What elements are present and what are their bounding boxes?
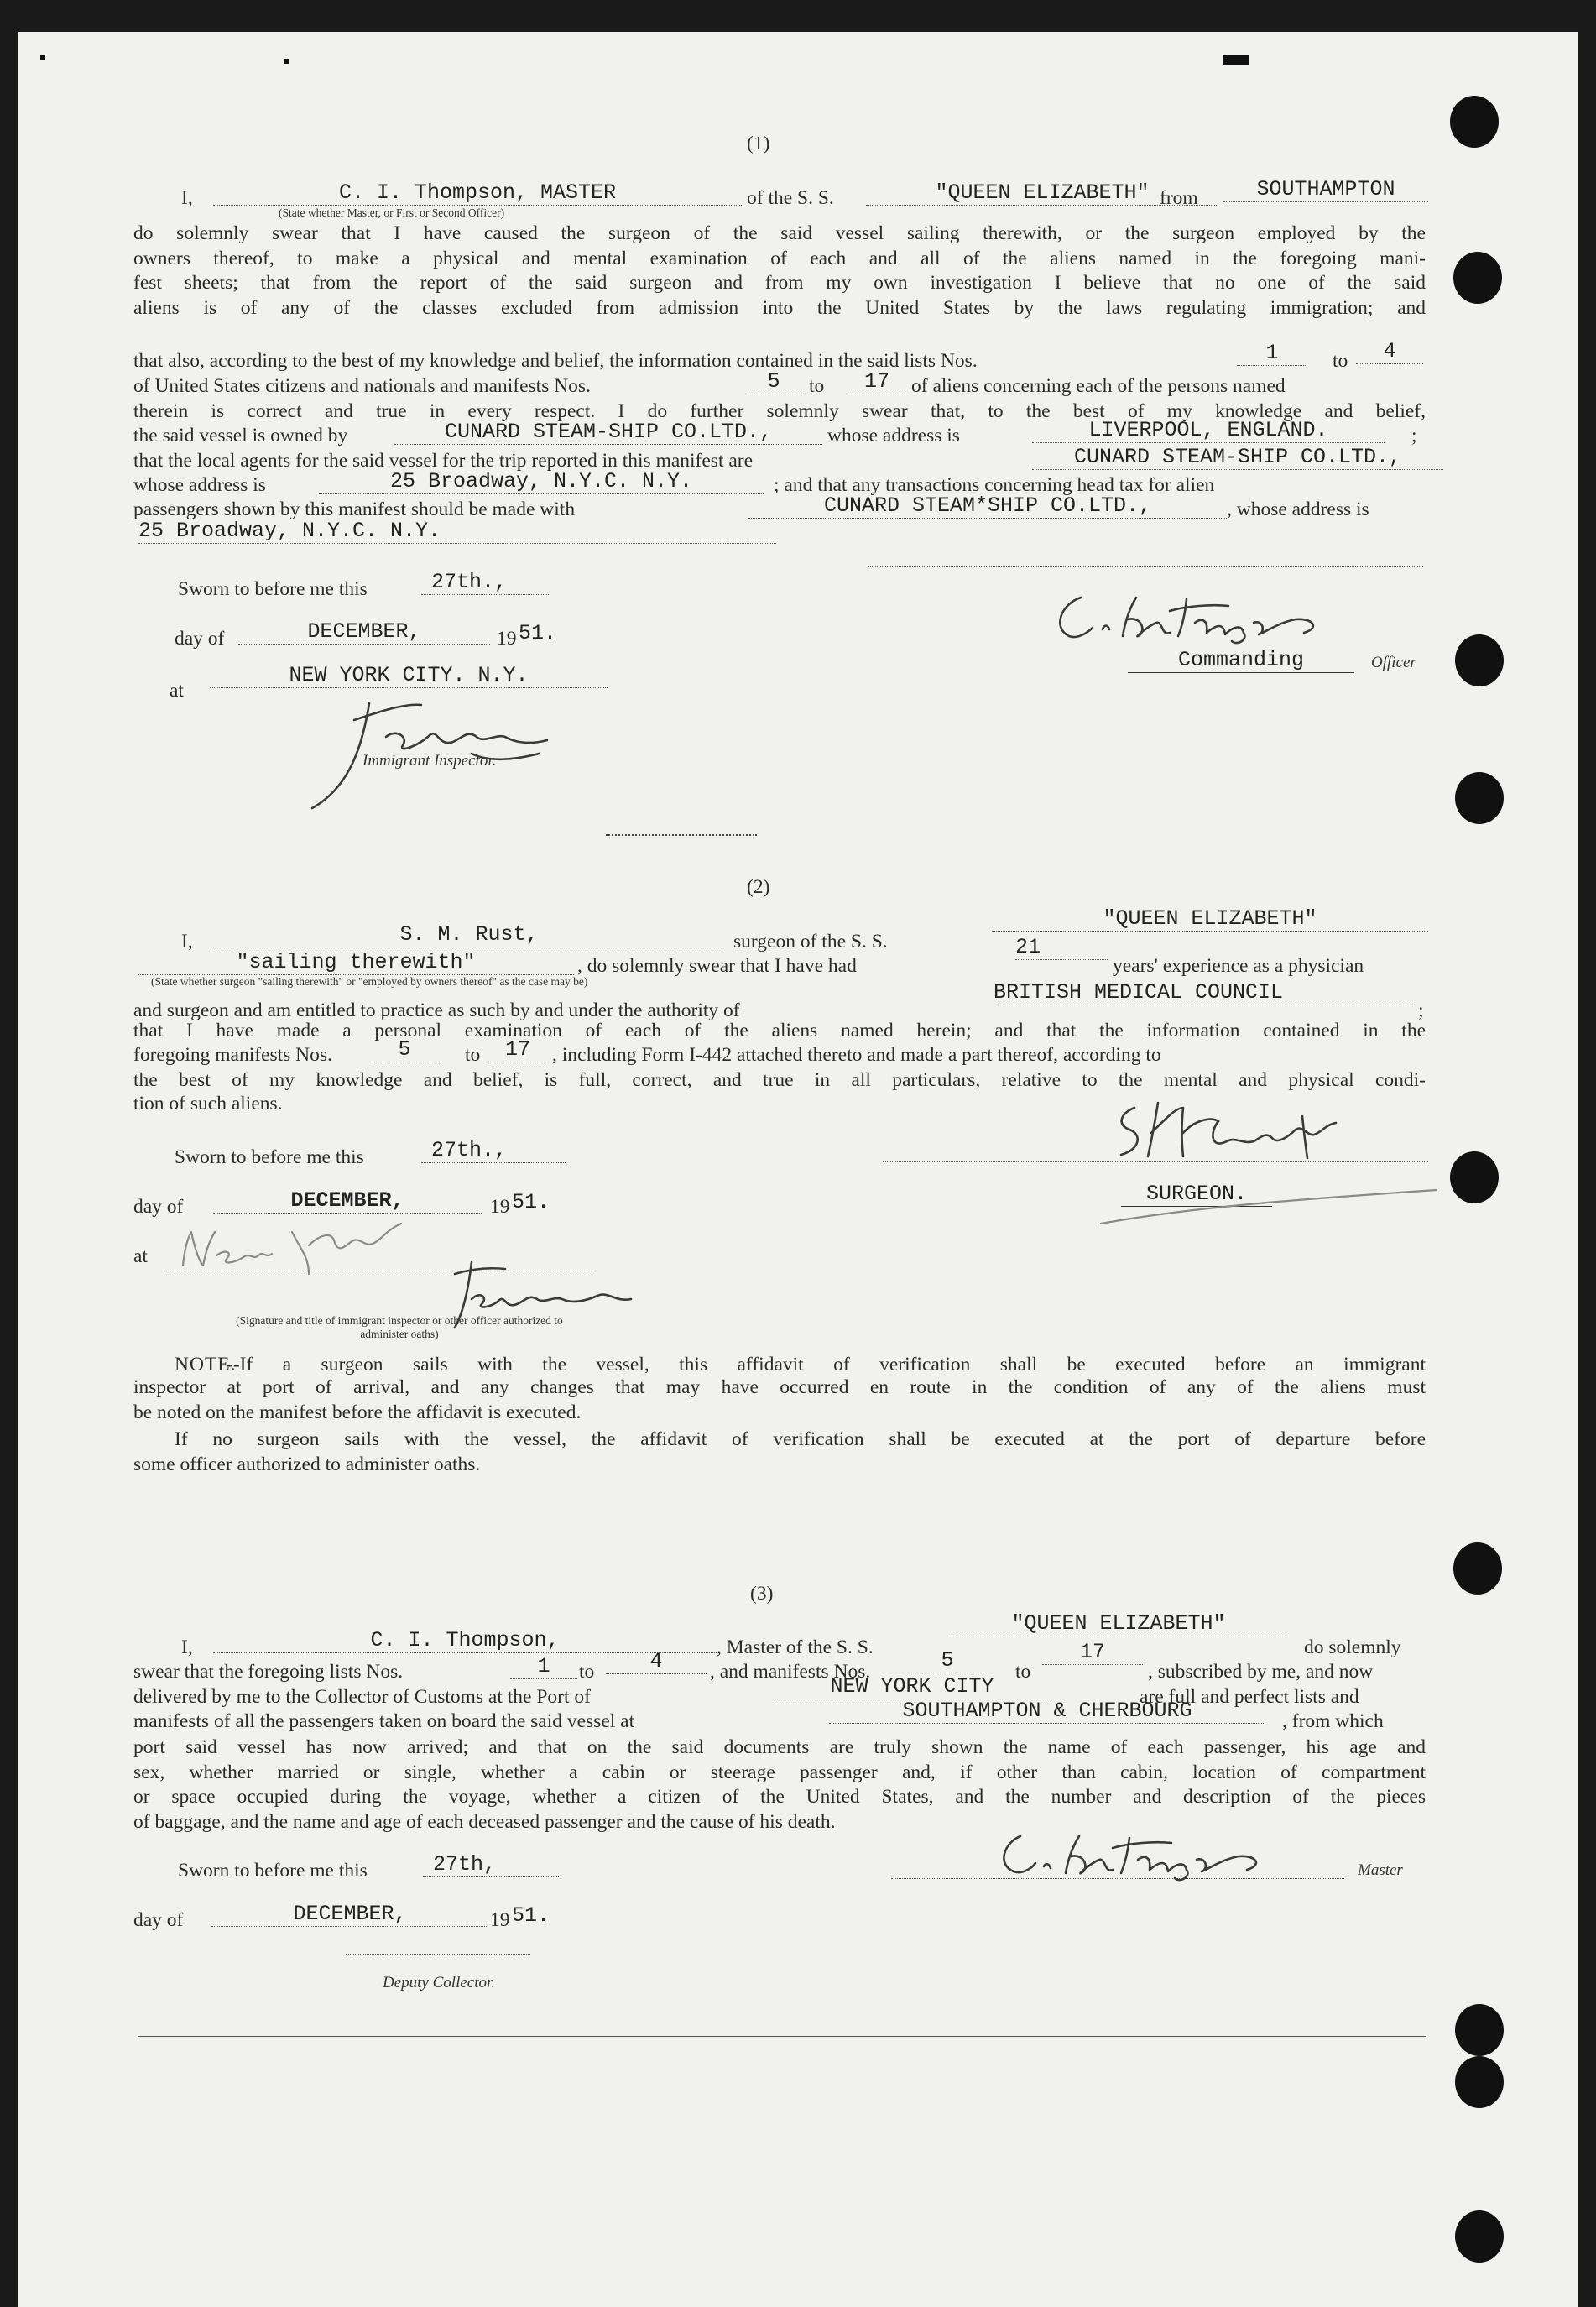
year-prefix: 19 <box>490 1909 510 1931</box>
punch-hole <box>1453 1542 1502 1595</box>
from-port-field: SOUTHAMPTON <box>1223 177 1428 202</box>
sworn-label: Sworn to before me this <box>178 1860 368 1882</box>
note-line: --If a surgeon sails with the vessel, this affidavit of verification shall be executed before an immigrant <box>227 1354 1426 1375</box>
sworn-day-field: 27th., <box>421 570 549 595</box>
edge-mark <box>1223 55 1249 65</box>
manifests-to-field: 17 <box>488 1037 547 1062</box>
of-ss-label: of the S. S. <box>747 187 834 209</box>
section-2-number: (2) <box>747 876 770 898</box>
punch-hole <box>1450 1151 1499 1203</box>
day-of-label: day of <box>133 1196 184 1218</box>
bottom-rule <box>138 2036 1426 2037</box>
body-line: , subscribed by me, and now <box>1148 1661 1374 1683</box>
authority-field: BRITISH MEDICAL COUNCIL <box>994 980 1411 1005</box>
note-line: some officer authorized to administer oaths. <box>133 1454 481 1475</box>
officer-label: Officer <box>1371 654 1416 671</box>
month-field: DECEMBER, <box>211 1902 488 1927</box>
body-line: years' experience as a physician <box>1113 955 1364 977</box>
punch-hole <box>1455 2210 1504 2263</box>
note-line: inspector at port of arrival, and any changes that may have occurred en route in the condition of any of the aliens must <box>133 1376 1426 1398</box>
section-2-body <box>133 1068 1426 1093</box>
body-line: , including Form I-442 attached thereto and made a part thereof, according to <box>552 1044 1161 1066</box>
body-line: passengers shown by this manifest should be made with <box>133 498 576 520</box>
surgeon-title-field: SURGEON. <box>1121 1182 1272 1207</box>
from-label: from <box>1160 187 1198 209</box>
divider-dots <box>606 834 757 836</box>
body-line: aliens is of any of the classes excluded from admission into the United States by the laws regulating immigration; and <box>133 296 1426 319</box>
body-line: owners thereof, to make a physical and mental examination of each and all of the aliens named in the foregoing mani- <box>133 247 1426 269</box>
note-line: be noted on the manifest before the affidavit is executed. <box>133 1401 582 1423</box>
note-body <box>133 1375 1426 1425</box>
body-line: ; and that any transactions concerning head tax for alien <box>774 474 1215 496</box>
master-label: Master <box>1358 1861 1403 1879</box>
sworn-day-field: 27th, <box>423 1852 559 1877</box>
body-line: , and manifests Nos. <box>710 1661 871 1683</box>
sworn-label: Sworn to before me this <box>178 578 368 600</box>
sworn-label: Sworn to before me this <box>175 1146 364 1168</box>
day-of-label: day of <box>133 1909 184 1931</box>
year-prefix: 19 <box>497 628 517 650</box>
ports-taken-field: SOUTHAMPTON & CHERBOURG <box>829 1699 1265 1724</box>
master-note: (State whether Master, or First or Second Officer) <box>279 206 505 219</box>
body-line: fest sheets; that from the report of the said surgeon and from my own investigation I believe that no one of the said <box>133 272 1426 294</box>
body-line: are full and perfect lists and <box>1140 1686 1359 1708</box>
master-signature <box>992 1828 1311 1887</box>
headtax-agent-field: CUNARD STEAM*SHIP CO.LTD., <box>748 493 1227 519</box>
body-line: of baggage, and the name and age of each deceased passenger and the cause of his death. <box>133 1810 836 1833</box>
intro-label: I, <box>181 931 193 953</box>
punch-hole <box>1455 2056 1504 2108</box>
agents-address-field: 25 Broadway, N.Y.C. N.Y. <box>319 469 764 494</box>
body-line: the best of my knowledge and belief, is full, correct, and true in all particulars, relative to the mental and physical condi- <box>133 1069 1426 1091</box>
month-field: DECEMBER, <box>213 1188 482 1214</box>
note-line: If no surgeon sails with the vessel, the affidavit of verification shall be executed at the port of departure before <box>175 1428 1426 1450</box>
to-label: to <box>579 1661 595 1683</box>
note-label: NOTE. <box>175 1354 237 1375</box>
master-of-label: , Master of the S. S. <box>717 1636 874 1658</box>
sailing-note: (State whether surgeon "sailing therewith" or "employed by owners thereof" as the case may be) <box>151 975 588 988</box>
body-line: manifests of all the passengers taken on board the said vessel at <box>133 1710 635 1732</box>
body-line: that I have made a personal examination of each of the aliens named herein; and that the information contained in the <box>133 1020 1426 1041</box>
year-suffix: 51. <box>512 1190 550 1214</box>
lists-from-field: 1 <box>510 1654 577 1679</box>
body-line: do solemnly swear that I have caused the surgeon of the said vessel sailing therewith, or the surgeon employed by the <box>133 222 1426 244</box>
body-line: , do solemnly swear that I have had <box>577 955 857 977</box>
body-line: and surgeon and am entitled to practice as such by and under the authority of <box>133 1000 740 1021</box>
body-line: the said vessel is owned by <box>133 425 348 446</box>
year-prefix: 19 <box>490 1196 510 1218</box>
day-of-label: day of <box>175 628 225 650</box>
vessel-name-field: "QUEEN ELIZABETH" <box>992 906 1428 932</box>
body-line: that also, according to the best of my knowledge and belief, the information contained in the said lists Nos. <box>133 350 978 372</box>
body-line: delivered by me to the Collector of Customs at the Port of <box>133 1686 591 1708</box>
semicolon: ; <box>1418 1000 1424 1021</box>
commanding-field: Commanding <box>1128 648 1354 673</box>
body-line: whose address is <box>133 474 266 496</box>
inspector-signature <box>304 686 572 821</box>
manifest-page <box>18 32 1578 2307</box>
body-line: , from which <box>1282 1710 1384 1732</box>
edge-mark <box>284 59 289 64</box>
immigrant-inspector-label: Immigrant Inspector. <box>362 752 497 770</box>
body-line: port said vessel has now arrived; and that on the said documents are truly shown the name of each passenger, his age and <box>133 1736 1426 1758</box>
body-line: swear that the foregoing lists Nos. <box>133 1661 404 1683</box>
surgeon-of-label: surgeon of the S. S. <box>733 931 888 953</box>
master-name-field: C. I. Thompson, <box>213 1628 717 1653</box>
at-label: at <box>170 680 184 702</box>
manifests-to-field: 17 <box>848 369 906 394</box>
surgeon-name-field: S. M. Rust, <box>213 922 725 947</box>
body-line: sex, whether married or single, whether a cabin or steerage passenger and, if other than cabin, location of compartment <box>133 1761 1426 1783</box>
body-line: foregoing manifests Nos. <box>133 1044 332 1066</box>
body-line: tion of such aliens. <box>133 1093 283 1114</box>
edge-mark <box>40 55 45 60</box>
surgeon-signature <box>1109 1091 1361 1167</box>
master-signature <box>1044 586 1363 653</box>
punch-hole <box>1455 634 1504 686</box>
years-field: 21 <box>1015 935 1108 960</box>
owner-field: CUNARD STEAM-SHIP CO.LTD., <box>394 420 822 445</box>
section-2-body <box>133 1019 1426 1044</box>
punch-hole <box>1450 96 1499 148</box>
year-suffix: 51. <box>512 1903 550 1928</box>
manifests-from-field: 5 <box>910 1648 985 1673</box>
to-label: to <box>465 1044 481 1066</box>
sworn-day-field: 27th., <box>421 1138 566 1163</box>
section-1-body <box>133 222 1426 321</box>
to-label: to <box>1333 350 1348 372</box>
port-field: NEW YORK CITY <box>774 1674 1051 1699</box>
section-1-number: (1) <box>747 133 770 154</box>
vessel-name-field: "QUEEN ELIZABETH" <box>866 180 1218 206</box>
new-york-handwriting <box>166 1207 435 1282</box>
punch-hole <box>1455 772 1504 824</box>
section-3-number: (3) <box>750 1583 774 1605</box>
lists-from-field: 1 <box>1237 341 1307 366</box>
manifests-from-field: 5 <box>371 1037 438 1062</box>
master-name-field: C. I. Thompson, MASTER <box>213 180 742 206</box>
to-label: to <box>1015 1661 1031 1683</box>
semicolon: ; <box>1411 425 1417 446</box>
vessel-name-field: "QUEEN ELIZABETH" <box>948 1611 1289 1636</box>
owner-address-field: LIVERPOOL, ENGLAND. <box>1032 418 1385 443</box>
body-line: whose address is <box>827 425 960 446</box>
body-line: of aliens concerning each of the persons named <box>911 375 1286 397</box>
to-label: to <box>809 375 825 397</box>
body-line: that the local agents for the said vessel for the trip reported in this manifest are <box>133 450 754 472</box>
lists-to-field: 4 <box>1356 339 1423 364</box>
body-line: or space occupied during the voyage, whether a citizen of the United States, and the number and description of the pieces <box>133 1786 1426 1808</box>
solemnly-label: do solemnly <box>1304 1636 1401 1658</box>
manifests-from-field: 5 <box>747 369 801 394</box>
manifests-to-field: 17 <box>1042 1640 1143 1665</box>
stray-ink-stroke <box>1093 1165 1445 1232</box>
body-line: therein is correct and true in every respect. I do further solemnly swear that, to the best of my knowledge and belief, <box>133 400 1426 422</box>
body-line: , whose address is <box>1227 498 1369 520</box>
punch-hole <box>1455 2004 1504 2056</box>
section-3-body <box>133 1735 1426 1835</box>
deputy-collector-label: Deputy Collector. <box>383 1974 496 1991</box>
place-field: NEW YORK CITY. N.Y. <box>210 663 608 688</box>
intro-label: I, <box>181 1636 193 1658</box>
body-line: of United States citizens and nationals and manifests Nos. <box>133 375 591 397</box>
agents-field: CUNARD STEAM-SHIP CO.LTD., <box>1032 445 1443 470</box>
lists-to-field: 4 <box>606 1649 707 1674</box>
month-field: DECEMBER, <box>238 619 490 645</box>
intro-label: I, <box>181 187 193 209</box>
signature-note: (Signature and title of immigrant inspector or other officer authorized to administer oaths) <box>236 1314 563 1340</box>
year-suffix: 51. <box>519 621 557 645</box>
sailing-field: "sailing therewith" <box>138 950 574 975</box>
headtax-address-field: 25 Broadway, N.Y.C. N.Y. <box>138 519 776 544</box>
punch-hole <box>1453 252 1502 304</box>
at-label: at <box>133 1245 148 1267</box>
